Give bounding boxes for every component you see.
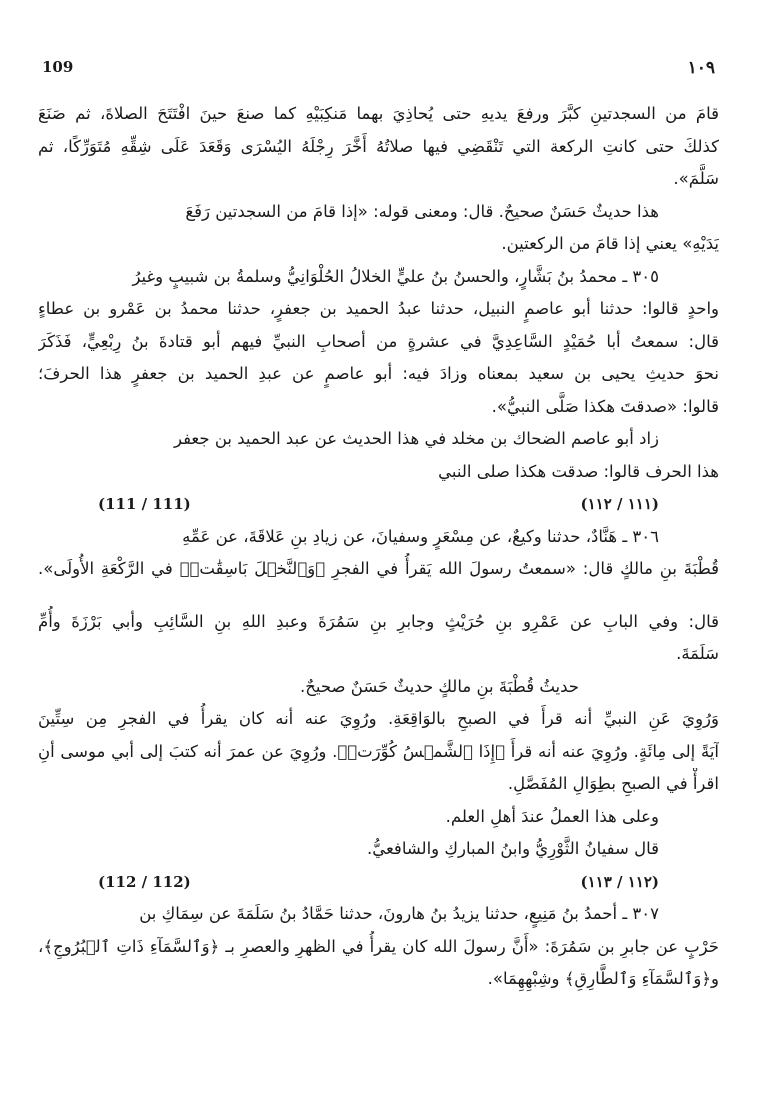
- text-line: نحوَ حديثِ يحيى بن سعيد بمعناه وزادَ فيه: أبو عاصمٍ عن عبدِ الحميد بن جعفرٍ هذا الحرفَ؛: [38, 364, 719, 383]
- text-line: قُطْبَةَ بنِ مالكٍ قال: «سمعتُ رسولَ الله يَقرأُ في الفجرِ ﴿وَٱلنَّخۡلَ بَاسِقَٰتٖ﴾ في الرَّكْعَةِ الأُولَى».: [38, 559, 719, 578]
- text-line: واحدٍ قالوا: حدثنا أبو عاصمٍ النبيل، حدثنا عبدُ الحميد بن جعفرٍ، حدثنا محمدُ بن عَمْرو بن عطاءٍ: [38, 299, 719, 318]
- text-line: قال: سمعتُ أبا حُمَيْدٍ السَّاعِدِيَّ في عشرةٍ من أصحابِ النبيِّ فيهم أبو قتادةَ بنُ رِبْعِيٍّ، فَذَكَرَ: [38, 331, 719, 351]
- text-line: قامَ من السجدتينِ كبَّرَ ورفعَ يديهِ حتى يُحاذِيَ بهما مَنكِبَيْهِ كما صنعَ حينَ افْتَتَحَ الصلاةَ، ثم صَنَعَ: [38, 104, 719, 123]
- reference-latin: (112 / 112): [98, 872, 191, 891]
- text-line: حَرْبٍ عن جابرِ بن سَمُرَةَ: «أَنَّ رسولَ الله كان يقرأُ في الظهرِ والعصرِ بـ ﴿وَٱلسَّمَآءِ ذَاتِ ٱلۡبُرُوجِ﴾،: [38, 936, 719, 956]
- reference-arabic: (١١٢ / ١١٣): [580, 872, 659, 891]
- text-line: هذا الحرف قالوا: صدقت هكذا صلى النبي: [438, 461, 719, 481]
- reference-latin: (111 / 111): [98, 495, 191, 513]
- text-line: وَرُوِيَ عَنِ النبيِّ أنه قرأَ في الصبحِ بالوَاقِعَةِ. ورُوِيَ عنه أنه كان يقرأُ في الفجرِ مِن سِتِّينَ: [38, 709, 719, 728]
- text-line: قالوا: «صدقتَ هكذا صَلَّى النبيُّ».: [491, 396, 719, 416]
- text-line: اقرأْ في الصبحِ بطِوَالِ المُفَصَّلِ.: [507, 774, 719, 793]
- text-line: هذا حديثٌ حَسَنٌ صحيحٌ. قال: ومعنى قوله: «إذا قامَ من السجدتين رَفَعَ: [185, 201, 659, 221]
- text-line: يَدَيْهِ» يعني إذا قامَ من الركعتين.: [501, 234, 719, 253]
- hadith-305-start: ٣٠٥ ـ محمدُ بنُ بَشَّارٍ، والحسنُ بنُ عليٍّ الخلالُ الحُلْوَانِيُّ وسلمةُ بن شبيبٍ وغيرُ: [132, 266, 659, 286]
- text-line: كذلكَ حتى كانتِ الركعة التي تَنْقَضِي فيها صلاتُهُ أَخَّرَ رِجْلَهُ اليُسْرَى وَقَعَدَ عَلَى شِقِّهِ مُتَوَرِّكًا، ثم: [38, 136, 719, 156]
- text-line: سَلَّمَ».: [673, 169, 719, 188]
- page-number-arabic: ١٠٩: [687, 58, 715, 78]
- section-reference: [38, 488, 719, 521]
- text-line: زاد أبو عاصم الضحاك بن مخلد في هذا الحديث عن عبد الحميد بن جعفر: [173, 429, 659, 448]
- hadith-307-start: ٣٠٧ ـ أحمدُ بنُ مَنِيعٍ، حدثنا يزيدُ بنُ هارونَ، حدثنا حَمَّادُ بنُ سَلَمَةَ عن سِمَاكِ بن: [139, 904, 659, 923]
- hadith-306-start: ٣٠٦ ـ هَنَّادٌ، حدثنا وكيعٌ، عن مِسْعَرٍ وسفيانَ، عن زيادِ بنِ عَلاقَةَ، عن عَمِّهِ: [182, 526, 659, 546]
- text-line: و﴿وَٱلسَّمَآءِ وَٱلطَّارِقِ﴾ وشِبْهِهِمَا».: [487, 969, 719, 988]
- text-line: قال: وفي البابِ عن عَمْرِو بنِ حُرَيْثٍ وجابرِ بنِ سَمُرَةَ وعبدِ اللهِ بنِ السَّائِبِ وأبي بَرْزَةَ وأُمِّ: [38, 611, 719, 631]
- text-line: حديثُ قُطْبَةَ بنِ مالكٍ حديثٌ حَسَنٌ صحيحٌ.: [300, 676, 579, 696]
- text-line: آيَةً إلى مِائَةٍ. ورُوِيَ عنه أنه قرأَ ﴿إِذَا ٱلشَّمۡسُ كُوِّرَتۡ﴾. ورُوِيَ عن عمرَ أنه كتبَ إلى أبي موسى أنِ: [38, 741, 719, 761]
- text-line: وعلى هذا العملُ عندَ أهلِ العلم.: [445, 806, 659, 826]
- reference-arabic: (١١١ / ١١٢): [580, 495, 659, 513]
- text-line: سَلَمَةَ.: [676, 644, 719, 663]
- page-body: [38, 98, 719, 996]
- text-line: قال سفيانُ الثَّوْرِيُّ وابنُ المباركِ والشافعيُّ.: [366, 839, 659, 858]
- page-number-latin: 109: [42, 58, 74, 76]
- section-reference: [38, 866, 719, 899]
- blank-gap: [38, 586, 719, 606]
